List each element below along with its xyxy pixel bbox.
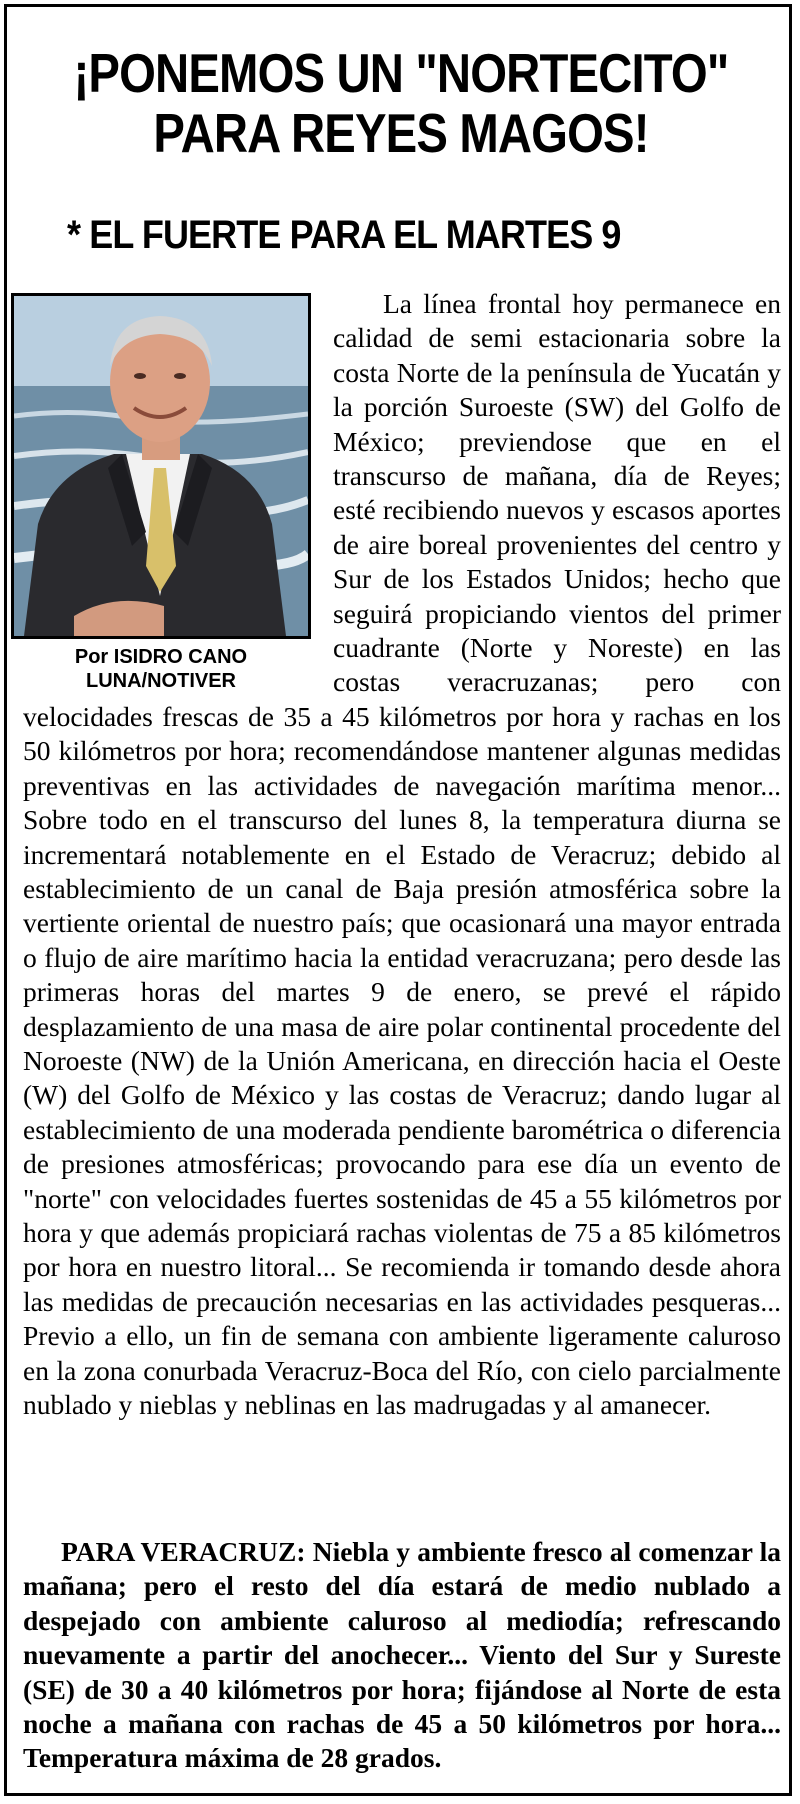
- article-body-text: La línea frontal hoy permanece en calidad de semi estacionaria sobre la costa Norte de la península de Yucatán y la porción Suroeste (SW) del Golfo de México; previendose que en el transcurso de mañana, día de Reyes; esté recibiendo nuevos y escasos aportes de aire boreal provenientes del centro y Sur de los Estados Unidos; hecho que seguirá propiciando vientos del primer cuadrante (Norte y Noreste) en las costas veracruzanas; pero con velocidades frescas de 35 a 45 kilómetros por hora y rachas en los 50 kilómetros por hora; recomendándose mantener algunas medidas preventivas en las actividades de navegación marítima menor... Sobre todo en el transcurso del lunes 8, la temperatura diurna se incrementará notablemente en el Estado de Veracruz; debido al establecimiento de un canal de Baja presión atmosférica sobre la vertiente oriental de nuestro país; que ocasionará una mayor entrada o flujo de aire marítimo hacia la entidad veracruzana; pero desde las primeras horas del martes 9 de enero, se prevé el rápido desplazamiento de una masa de aire polar continental procedente del Noroeste (NW) de la Unión Americana, en dirección hacia el Oeste (W) del Golfo de México y las costas de Veracruz; dando lugar al establecimiento de una moderada pendiente barométrica o diferencia de presiones atmosféricas; provocando para ese día un evento de "norte" con velocidades fuertes sostenidas de 45 a 55 kilómetros por hora y que además propiciará rachas violentas de 75 a 85 kilómetros por hora en nuestro litoral... Se recomienda ir tomando desde ahora las medidas de precaución necesarias en las actividades pesqueras... Previo a ello, un fin de semana con ambiente ligeramente caluroso en la zona conurbada Veracruz-Boca del Río, con cielo parcialmente nublado y nieblas y neblinas en las madrugadas y al amanecer.: [23, 288, 781, 1420]
- byline: Por ISIDRO CANO LUNA/NOTIVER: [74, 646, 248, 692]
- photo-wrap-spacer: [23, 287, 333, 697]
- article-frame: [4, 4, 792, 1796]
- subhead: * EL FUERTE PARA EL MARTES 9: [67, 213, 621, 257]
- forecast-text: PARA VERACRUZ: Niebla y ambiente fresco al comenzar la mañana; pero el resto del día estará de medio nublado a despejado con ambiente caluroso al mediodía; refrescando nuevamente a partir del anochecer... Viento del Sur y Sureste (SE) de 30 a 40 kilómetros por hora; fijándose al Norte de esta noche a mañana con rachas de 45 a 50 kilómetros por hora... Temperatura máxima de 28 grados.: [23, 1536, 781, 1774]
- article-body: [23, 287, 781, 1422]
- headline: ¡PONEMOS UN "NORTECITO" PARA REYES MAGOS!: [73, 42, 729, 164]
- forecast-paragraph: [23, 1535, 781, 1776]
